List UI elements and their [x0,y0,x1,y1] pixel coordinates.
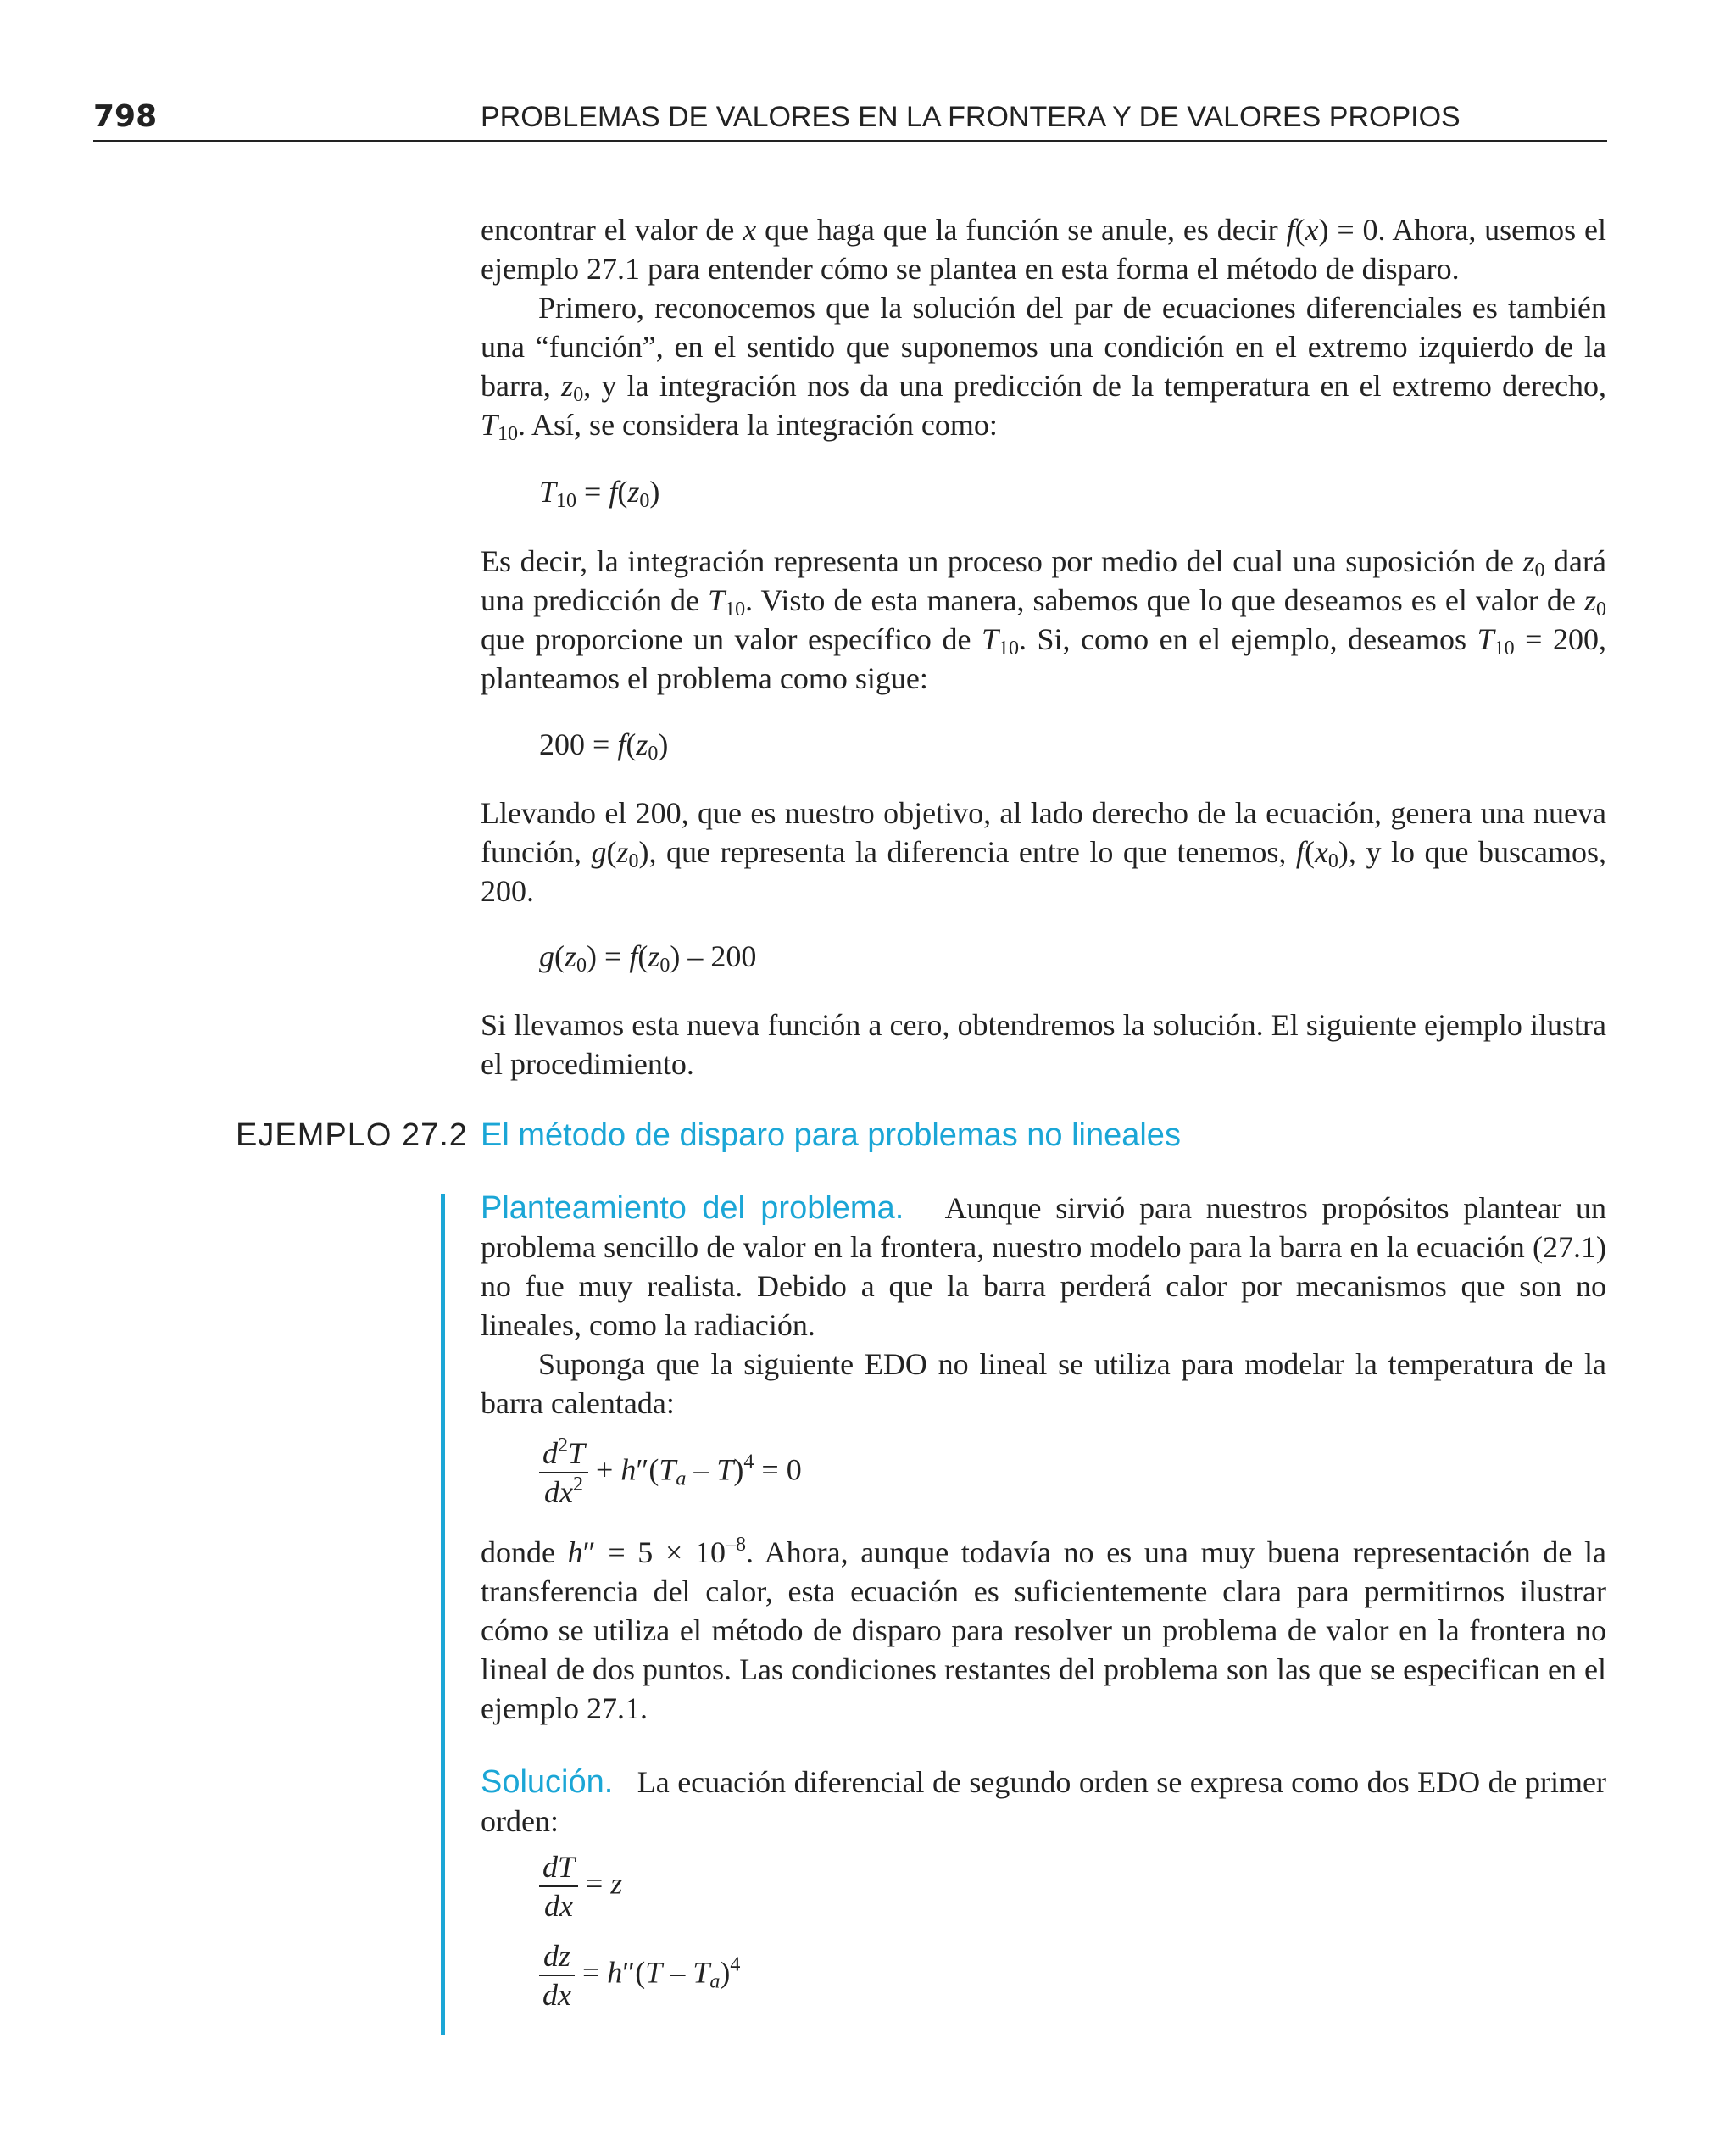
solution-heading: Solución. [481,1764,614,1800]
page-number: 798 [93,99,158,134]
equation-dzdx: $\frac{dz}{dx}$ = $h''(T - T_a)^4$ [539,1937,740,2014]
solution-text: Solución. La ecuación diferencial de segundo orden se expresa como dos EDO de primer orden: [481,1764,1606,1838]
example-rule [441,1194,445,2035]
problem-statement: Planteamiento del problema. Aunque sirvió para nuestros propósitos plantear un problema sencillo de valor en la frontera, nuestro modelo para la barra en la ecuación (27.1) no fue muy realista. Debido a que la barra perderá calor por mecanismos que son no lineales, como la radiación. Suponga que la siguiente EDO no lineal se utiliza para modelar la temperatura de la barra calentada: [481,1190,1606,1420]
equation-dtdx: $\frac{dT}{dx}$ = z [539,1848,622,1924]
example-label: EJEMPLO 27.2 [236,1117,468,1153]
example-title: El método de disparo para problemas no lineales [481,1117,1181,1153]
paragraph-zero: Si llevamos esta nueva función a cero, obtendremos la solución. El siguiente ejemplo ilustra el procedimiento. [481,1008,1606,1081]
paragraph-intro: encontrar el valor de x que haga que la función se anule, es decir f(x) = 0. Ahora, usemos el ejemplo 27.1 para entender cómo se plantea en esta forma el método de disparo. Primero, reconocemos que la solución del par de ecuaciones diferenciales es también una “función”, en el sentido que suponemos una condición en el extremo izquierdo de la barra, $z_0$, y la integración nos da una predicción de la temperatura en el extremo derecho, $T_{10}$. Así, se considera la integración como: [481,213,1607,445]
problem-heading: Planteamiento del problema. [481,1190,904,1226]
paragraph-h-value: donde $h'' = 5 \times 10^{-8}$. Ahora, aunque todavía no es una muy buena representación de la transferencia del calor, esta ecuación es suficientemente clara para permitirnos ilustrar cómo se utiliza el método de disparo para resolver un problema de valor en la frontera no lineal de dos puntos. Las condiciones restantes del problema son las que se especifican en el ejemplo 27.1. [481,1534,1606,1725]
equation-200: $200 = f(z_0)$ [539,727,669,765]
running-title: PROBLEMAS DE VALORES EN LA FRONTERA Y DE VALORES PROPIOS [481,101,1461,133]
paragraph-target: Llevando el 200, que es nuestro objetivo, al lado derecho de la ecuación, genera una nueva función, $g(z_0)$, que representa la diferencia entre lo que tenemos, $f(x_0)$, y lo que buscamos, 200. [481,796,1606,908]
paragraph-prediction: Es decir, la integración representa un proceso por medio del cual una suposición de $z_0$ dará una predicción de $T_{10}$. Visto de esta manera, sabemos que lo que deseamos es el valor de $z_0$ que proporcione un valor específico de $T_{10}$. Si, como en el ejemplo, deseamos $T_{10} = 200$, planteamos el problema como sigue: [481,544,1607,695]
equation-ode-nonlinear: $\frac{d^2T}{dx^2}$ + $h''(T_a - T)^4 = 0$ [539,1434,802,1511]
equation-t10: $T_{10} = f(z_0)$ [539,475,660,512]
page-header [93,96,1607,142]
equation-g: $g(z_0) = f(z_0) - 200$ [539,939,757,977]
